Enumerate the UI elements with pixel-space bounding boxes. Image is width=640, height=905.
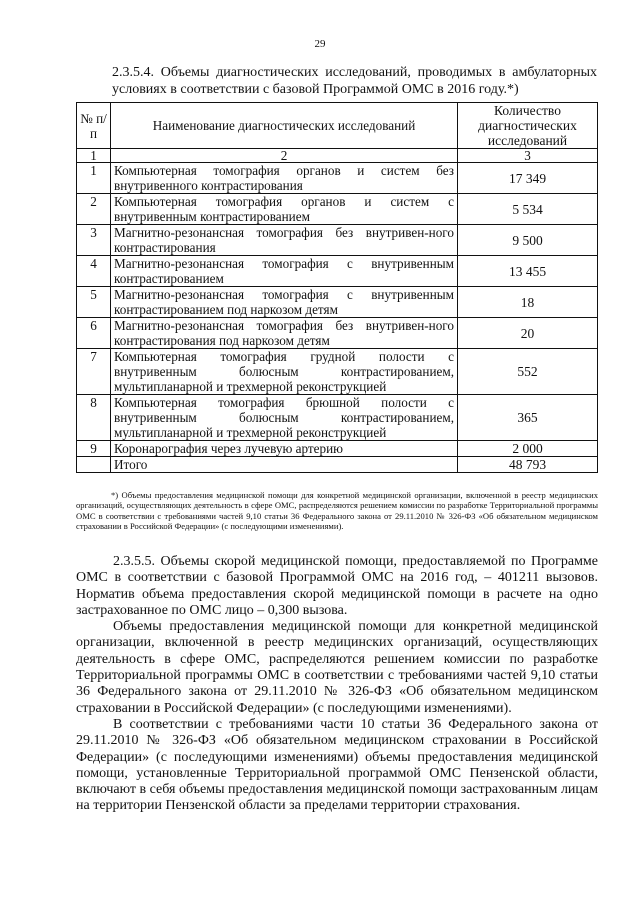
row-num: 6 <box>77 318 111 349</box>
row-name: Магнитно-резонансная томография с внутривенным контрастированием под наркозом детям <box>111 287 458 318</box>
table-header-row <box>77 103 598 149</box>
table-row <box>77 163 598 194</box>
row-qty: 13 455 <box>458 256 598 287</box>
table-index-row <box>77 149 598 163</box>
footnote-text: *) Объемы предоставления медицинской помощи для конкретной медицинской организации, включенной в реестр медицинских организаций, осуществляющих деятельность в сфере ОМС, распределяются решением комиссии по разработке Территориальной программы ОМС в соответствии с требованиями частей 9,10 статьи 36 Федерального закона от 29.11.2010 № 326-ФЗ «Об обязательном медицинском страховании в Российской Федерации» (с последующими изменениями). <box>76 490 598 532</box>
row-qty: 9 500 <box>458 225 598 256</box>
paragraph: Объемы предоставления медицинской помощи для конкретной медицинской организации, включенной в реестр медицинских организаций, осуществляющих деятельность в сфере ОМС, распределяются решением комиссии по разработке Территориальной программы ОМС в соответствии с требованиями частей 9,10 статьи 36 Федерального закона от 29.11.2010 № 326-ФЗ «Об обязательном медицинском страховании в Российской Федерации» (с последующими изменениями). <box>76 619 598 716</box>
row-name: Компьютерная томография грудной полости с внутривенным болюсным контрастированием, мультипланарной и трехмерной реконструкцией <box>111 349 458 395</box>
table-total-row <box>77 457 598 473</box>
index-cell: 3 <box>458 149 598 163</box>
row-num: 3 <box>77 225 111 256</box>
row-qty: 552 <box>458 349 598 395</box>
row-num: 9 <box>77 441 111 457</box>
header-qty: Количество диагностических исследований <box>458 103 598 149</box>
total-label: Итого <box>111 457 458 473</box>
header-num: № п/п <box>77 103 111 149</box>
row-qty: 5 534 <box>458 194 598 225</box>
table-row <box>77 194 598 225</box>
section-heading: 2.3.5.4. Объемы диагностических исследований, проводимых в амбулаторных условиях в соответствии с базовой Программой ОМС в 2016 году.*) <box>112 65 597 97</box>
table-row <box>77 441 598 457</box>
row-name: Компьютерная томография органов и систем с внутривенным контрастированием <box>111 194 458 225</box>
row-num: 4 <box>77 256 111 287</box>
table-row <box>77 287 598 318</box>
diagnostics-table <box>76 102 598 473</box>
row-qty: 2 000 <box>458 441 598 457</box>
row-name: Компьютерная томография органов и систем без внутривенного контрастирования <box>111 163 458 194</box>
footnote <box>76 490 598 532</box>
table-row <box>77 318 598 349</box>
table-row <box>77 395 598 441</box>
row-name: Компьютерная томография брюшной полости с внутривенным болюсным контрастированием, мультипланарной и трехмерной реконструкцией <box>111 395 458 441</box>
table-row <box>77 256 598 287</box>
table-row <box>77 225 598 256</box>
paragraph: В соответствии с требованиями части 10 статьи 36 Федерального закона от 29.11.2010 № 326-ФЗ «Об обязательном медицинском страховании в Российской Федерации» (с последующими изменениями) объемы предоставления медицинской помощи, установленные Территориальной программой ОМС Пензенской области, включают в себя объемы предоставления медицинской помощи застрахованным лицам на территории Пензенской области за пределами территории страхования. <box>76 716 598 814</box>
total-num-empty <box>77 457 111 473</box>
total-qty: 48 793 <box>458 457 598 473</box>
row-num: 2 <box>77 194 111 225</box>
page-number: 29 <box>314 38 326 50</box>
row-num: 8 <box>77 395 111 441</box>
paragraph: 2.3.5.5. Объемы скорой медицинской помощи, предоставляемой по Программе ОМС в соответствии с базовой Программой ОМС на 2016 год, – 401211 вызовов. Норматив объема предоставления скорой медицинской помощи в расчете на одно застрахованное по ОМС лицо – 0,300 вызова. <box>76 554 598 618</box>
table-row <box>77 349 598 395</box>
header-name: Наименование диагностических исследований <box>111 103 458 149</box>
row-name: Магнитно-резонансная томография без внутривен-ного контрастирования <box>111 225 458 256</box>
row-qty: 20 <box>458 318 598 349</box>
row-num: 5 <box>77 287 111 318</box>
row-name: Коронарография через лучевую артерию <box>111 441 458 457</box>
row-num: 1 <box>77 163 111 194</box>
index-cell: 1 <box>77 149 111 163</box>
row-qty: 365 <box>458 395 598 441</box>
row-num: 7 <box>77 349 111 395</box>
body-text <box>76 554 598 815</box>
row-qty: 17 349 <box>458 163 598 194</box>
row-name: Магнитно-резонансная томография без внутривен-ного контрастирования под наркозом детям <box>111 318 458 349</box>
index-cell: 2 <box>111 149 458 163</box>
row-name: Магнитно-резонансная томография с внутривенным контрастированием <box>111 256 458 287</box>
row-qty: 18 <box>458 287 598 318</box>
